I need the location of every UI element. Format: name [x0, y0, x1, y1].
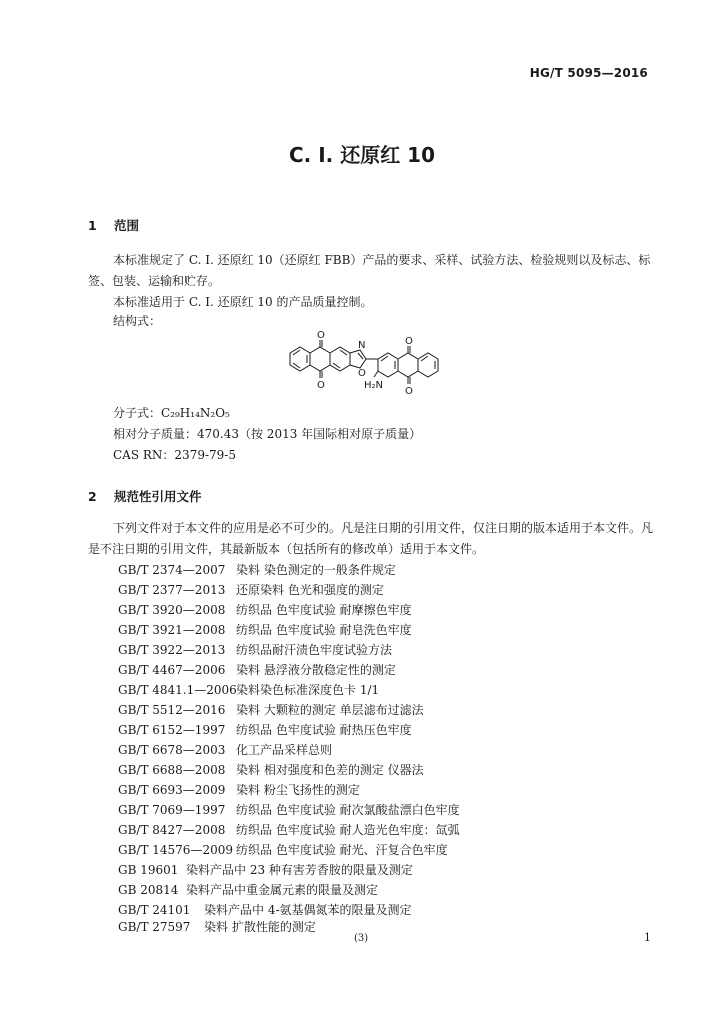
structural-formula [278, 326, 478, 402]
reference-code: GB/T 2374—2007 [118, 563, 226, 577]
reference-title: 染料 染色测定的一般条件规定 [236, 563, 396, 577]
reference-item [118, 861, 413, 878]
reference-code: GB/T 4467—2006 [118, 663, 226, 677]
atom-o-ring: O [358, 368, 366, 379]
references-intro [88, 518, 654, 560]
reference-title: 染料 扩散性能的测定 [204, 920, 316, 934]
oxazole-ring [350, 350, 366, 368]
reference-code: GB/T 6152—1997 [118, 723, 226, 737]
reference-code: GB/T 6688—2008 [118, 763, 226, 777]
reference-item [118, 661, 396, 678]
atom-o-top-left: O [317, 330, 325, 341]
reference-code: GB/T 2377—2013 [118, 583, 226, 597]
atom-amine: H₂N [364, 380, 384, 391]
reference-title: 染料 悬浮液分散稳定性的测定 [236, 663, 396, 677]
reference-title: 染料产品中 23 种有害芳香胺的限量及测定 [186, 863, 413, 877]
molecular-formula: 分子式：C₂₉H₁₄N₂O₅ [113, 406, 230, 420]
reference-item [118, 621, 412, 638]
reference-code: GB/T 6693—2009 [118, 783, 226, 797]
atom-n: N [358, 340, 366, 351]
reference-title: 染料染色标准深度色卡 1/1 [236, 683, 380, 697]
section-1-title: 范围 [114, 218, 140, 233]
reference-item [118, 681, 379, 698]
reference-item [118, 641, 392, 658]
reference-title: 纺织品 色牢度试验 耐皂洗色牢度 [236, 623, 412, 637]
reference-title: 纺织品耐汗渍色牢度试验方法 [236, 643, 393, 657]
reference-item [118, 901, 412, 918]
reference-item [118, 601, 412, 618]
reference-code: GB 20814 [118, 883, 179, 897]
scope-paragraph-2: 本标准适用于 C. I. 还原红 10 的产品质量控制。 [113, 295, 373, 309]
reference-code: GB/T 27597 [118, 920, 191, 934]
reference-title: 化工产品采样总则 [236, 743, 333, 757]
reference-code: GB 19601 [118, 863, 179, 877]
reference-title: 纺织品 色牢度试验 耐人造光色牢度：氙弧 [236, 823, 460, 837]
quinone-ring [310, 347, 330, 371]
reference-item [118, 561, 396, 578]
section-1-number: 1 [88, 218, 97, 233]
atom-o-bottom-right: O [405, 386, 413, 397]
molecular-mass: 相对分子质量：470.43（按 2013 年国际相对原子质量） [113, 427, 422, 441]
reference-item [118, 761, 424, 778]
section-2-heading [88, 487, 202, 505]
reference-item [118, 918, 316, 935]
scope-paragraph-1-text: 本标准规定了 C. I. 还原红 10（还原红 FBB）产品的要求、采样、试验方法、检验规则以及标志、标签、包装、运输和贮存。 [88, 253, 651, 288]
page-number: 1 [644, 931, 651, 944]
reference-title: 染料产品中重金属元素的限量及测定 [186, 883, 379, 897]
reference-item [118, 581, 384, 598]
reference-title: 染料 大颗粒的测定 单层滤布过滤法 [236, 703, 424, 717]
reference-title: 还原染料 色光和强度的测定 [236, 583, 384, 597]
reference-item [118, 881, 378, 898]
reference-title: 纺织品 色牢度试验 耐光、汗复合色牢度 [236, 843, 448, 857]
header-standard-code: HG/T 5095—2016 [529, 66, 648, 80]
reference-item [118, 741, 332, 758]
reference-code: GB/T 24101 [118, 903, 191, 917]
reference-code: GB/T 4841.1—2006 [118, 683, 237, 697]
references-intro-text: 下列文件对于本文件的应用是必不可少的。凡是注日期的引用文件，仅注日期的版本适用于本文件。凡是不注日期的引用文件，其最新版本（包括所有的修改单）适用于本文件。 [88, 521, 654, 556]
reference-item [118, 721, 412, 738]
structure-label: 结构式： [113, 314, 162, 328]
reference-item [118, 701, 424, 718]
reference-code: GB/T 14576—2009 [118, 843, 233, 857]
reference-item [118, 841, 448, 858]
reference-code: GB/T 3920—2008 [118, 603, 226, 617]
reference-item [118, 781, 360, 798]
reference-title: 纺织品 色牢度试验 耐热压色牢度 [236, 723, 412, 737]
reference-title: 染料 相对强度和色差的测定 仪器法 [236, 763, 424, 777]
section-2-number: 2 [88, 489, 97, 504]
scope-paragraph-1 [88, 250, 654, 292]
page-title: C. I. 还原红 10 [288, 143, 436, 167]
section-2-title: 规范性引用文件 [114, 489, 202, 504]
atom-o-top-right: O [405, 336, 413, 347]
reference-code: GB/T 6678—2003 [118, 743, 226, 757]
footer-center-mark: (3) [354, 933, 369, 944]
reference-item [118, 801, 460, 818]
reference-code: GB/T 8427—2008 [118, 823, 226, 837]
cas-number: CAS RN：2379-79-5 [113, 448, 236, 462]
reference-code: GB/T 3921—2008 [118, 623, 226, 637]
section-1-heading [88, 216, 139, 234]
reference-code: GB/T 7069—1997 [118, 803, 226, 817]
reference-item [118, 821, 460, 838]
quinone-ring-right [398, 353, 418, 377]
reference-title: 染料产品中 4-氨基偶氮苯的限量及测定 [204, 903, 412, 917]
reference-code: GB/T 3922—2013 [118, 643, 226, 657]
reference-title: 纺织品 色牢度试验 耐次氯酸盐漂白色牢度 [236, 803, 460, 817]
reference-code: GB/T 5512—2016 [118, 703, 226, 717]
reference-title: 纺织品 色牢度试验 耐摩擦色牢度 [236, 603, 412, 617]
reference-title: 染料 粉尘飞扬性的测定 [236, 783, 360, 797]
atom-o-bottom-left: O [317, 380, 325, 391]
